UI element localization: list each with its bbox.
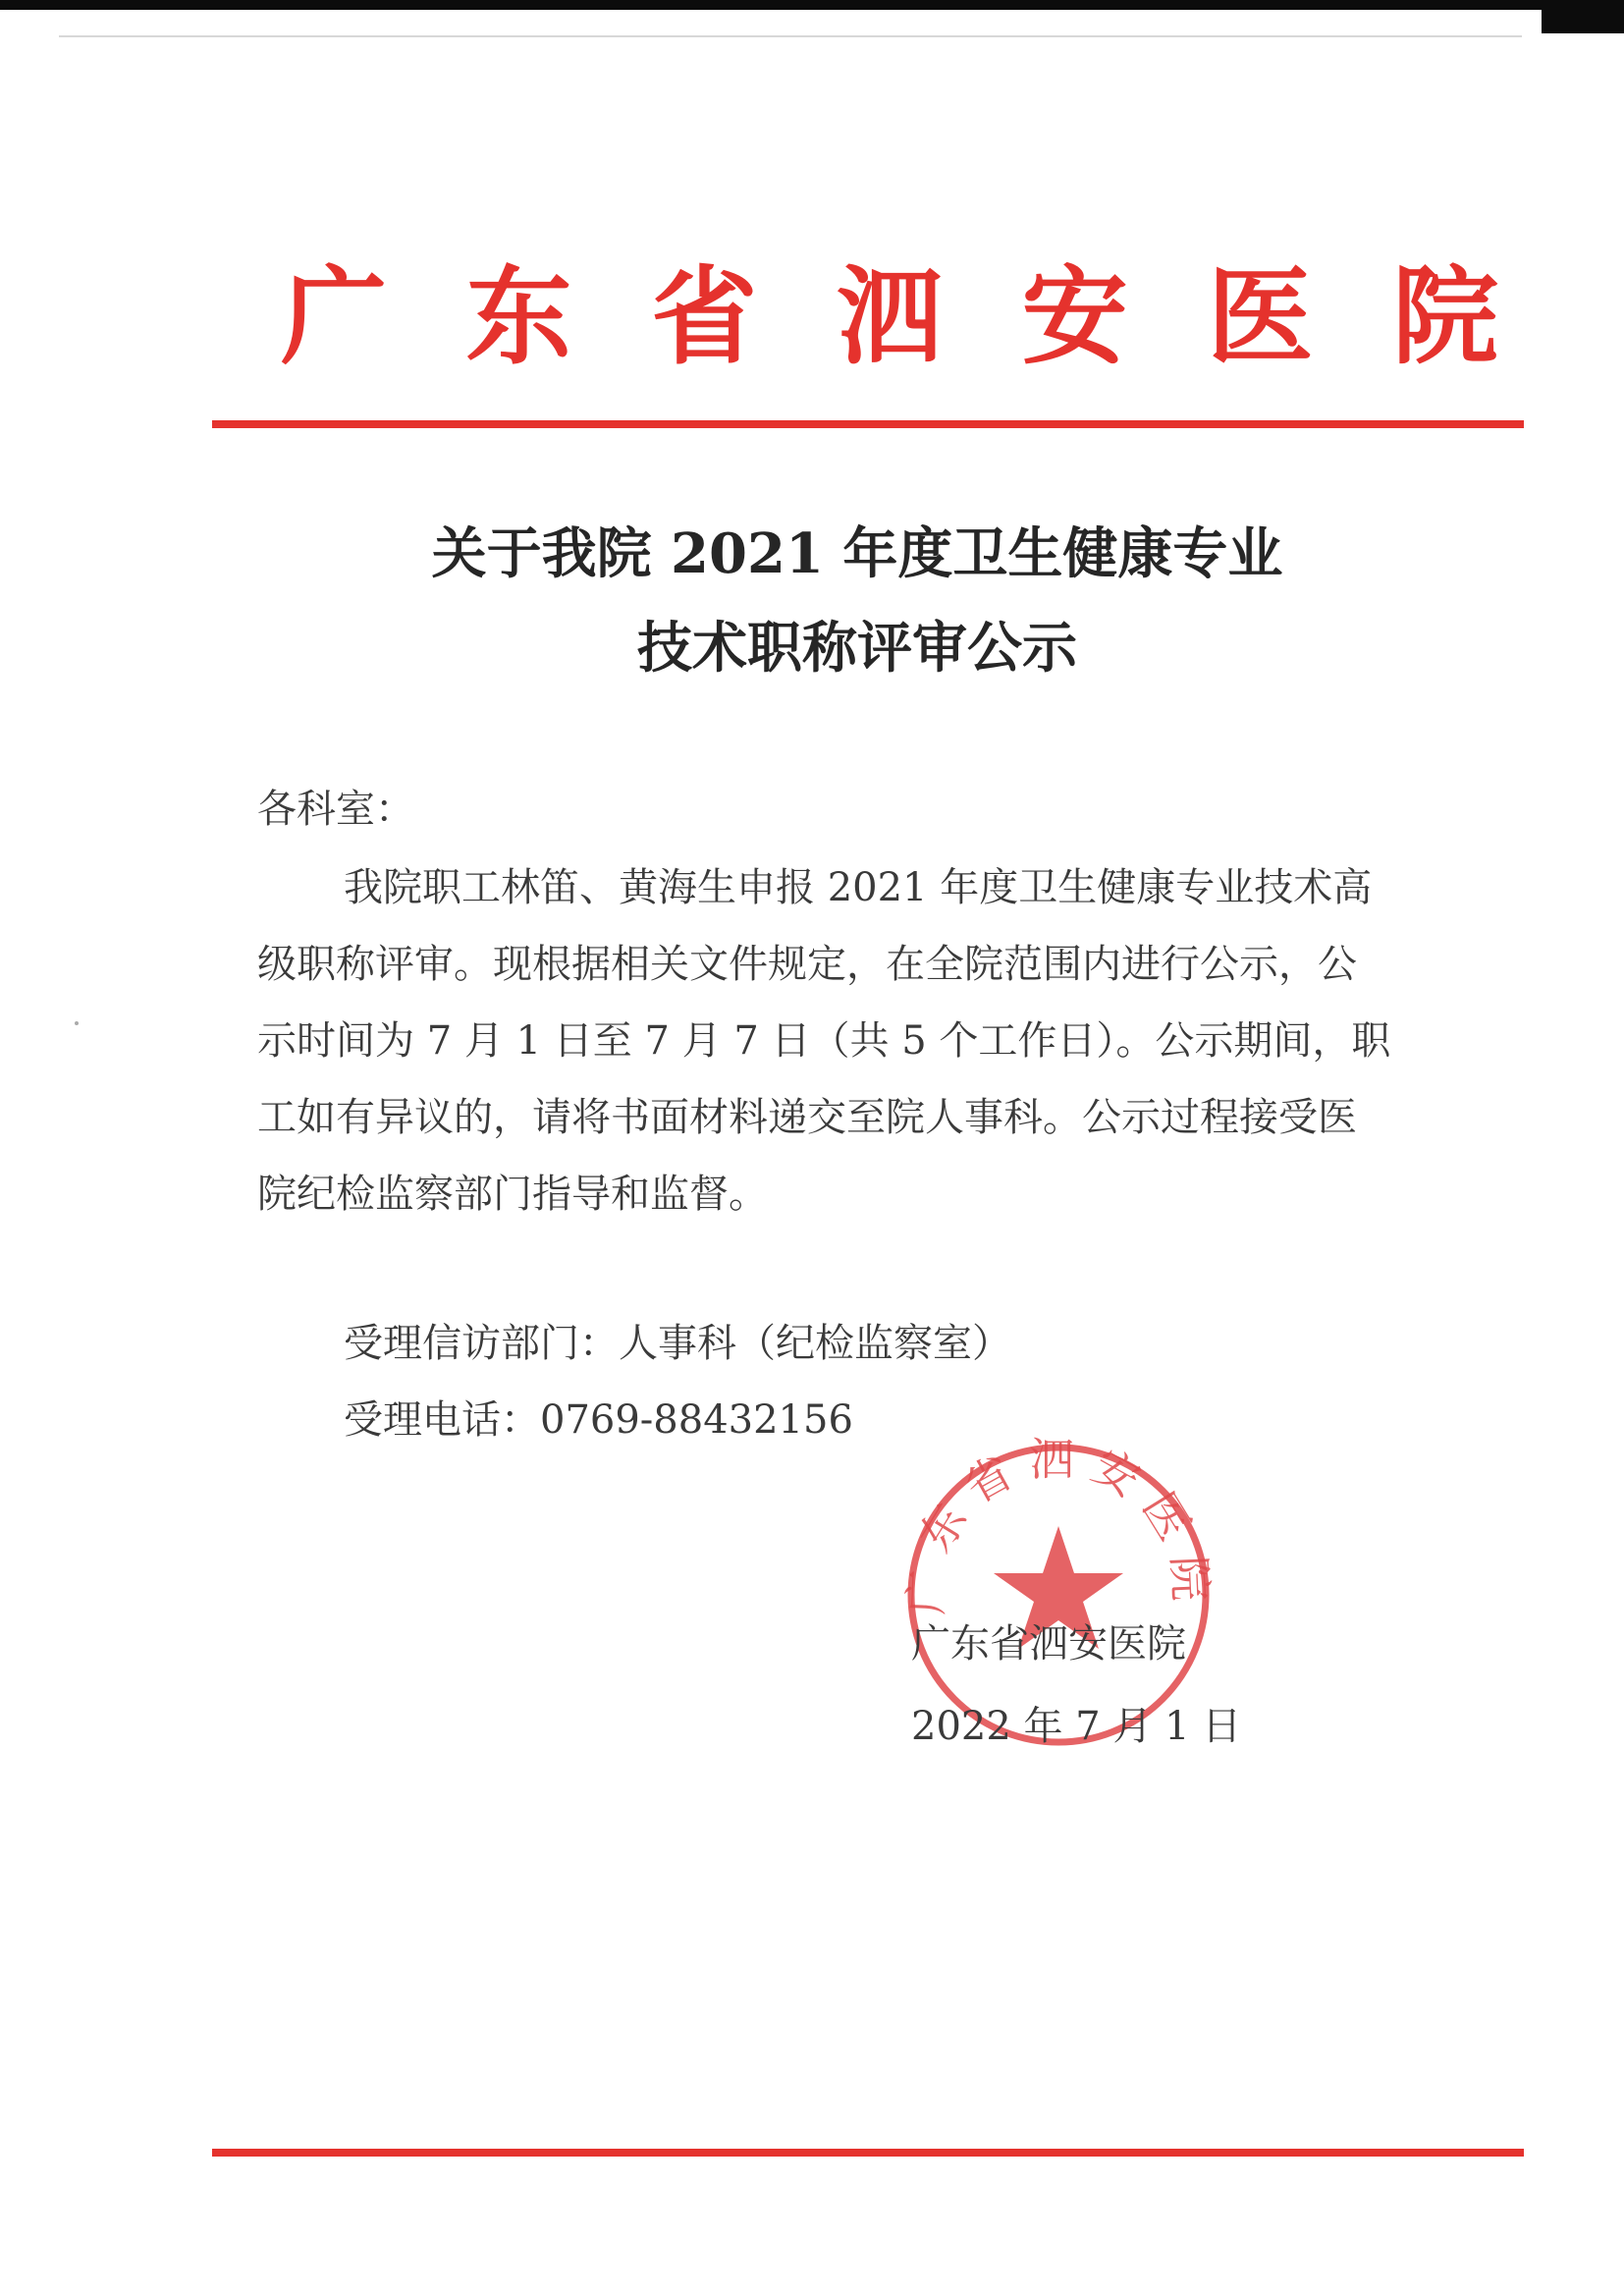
letterhead-char: 安 [1021, 255, 1128, 379]
scan-edge-line [59, 35, 1522, 37]
document-title-line-1: 关于我院 2021 年度卫生健康专业 [431, 521, 1283, 586]
footer-divider [212, 2149, 1524, 2157]
scan-edge-top [0, 0, 1624, 10]
contact-phone: 受理电话：0769-88432156 [344, 1397, 853, 1443]
letterhead [281, 253, 1498, 381]
paragraph-line: 我院职工林笛、黄海生申报 2021 年度卫生健康专业技术高 [344, 865, 1373, 910]
seal-text: 广东省泗安医院 [898, 1433, 1218, 1616]
paragraph-line: 工如有异议的，请将书面材料递交至院人事科。公示过程接受医 [257, 1095, 1357, 1140]
letterhead-char: 泗 [836, 255, 943, 379]
paragraph-line: 示时间为 7 月 1 日至 7 月 7 日（共 5 个工作日）。公示期间，职 [257, 1018, 1391, 1064]
scan-speck [75, 1021, 79, 1025]
letterhead-divider [212, 420, 1524, 428]
document-title-line-2: 技术职称评审公示 [637, 616, 1077, 681]
paragraph-line: 级职称评审。现根据相关文件规定，在全院范围内进行公示，公 [257, 942, 1357, 987]
paragraph-line: 院纪检监察部门指导和监督。 [257, 1172, 768, 1217]
signature-date: 2022 年 7 月 1 日 [911, 1704, 1242, 1749]
letterhead-char: 医 [1207, 255, 1314, 379]
salutation: 各科室： [257, 787, 414, 832]
letterhead-char: 东 [465, 255, 572, 379]
scan-edge-corner [1542, 0, 1624, 33]
signature-organization: 广东省泗安医院 [911, 1621, 1186, 1667]
letterhead-char: 广 [281, 255, 388, 379]
contact-department: 受理信访部门：人事科（纪检监察室） [344, 1321, 1011, 1366]
letterhead-char: 省 [651, 255, 758, 379]
letterhead-char: 院 [1391, 255, 1498, 379]
